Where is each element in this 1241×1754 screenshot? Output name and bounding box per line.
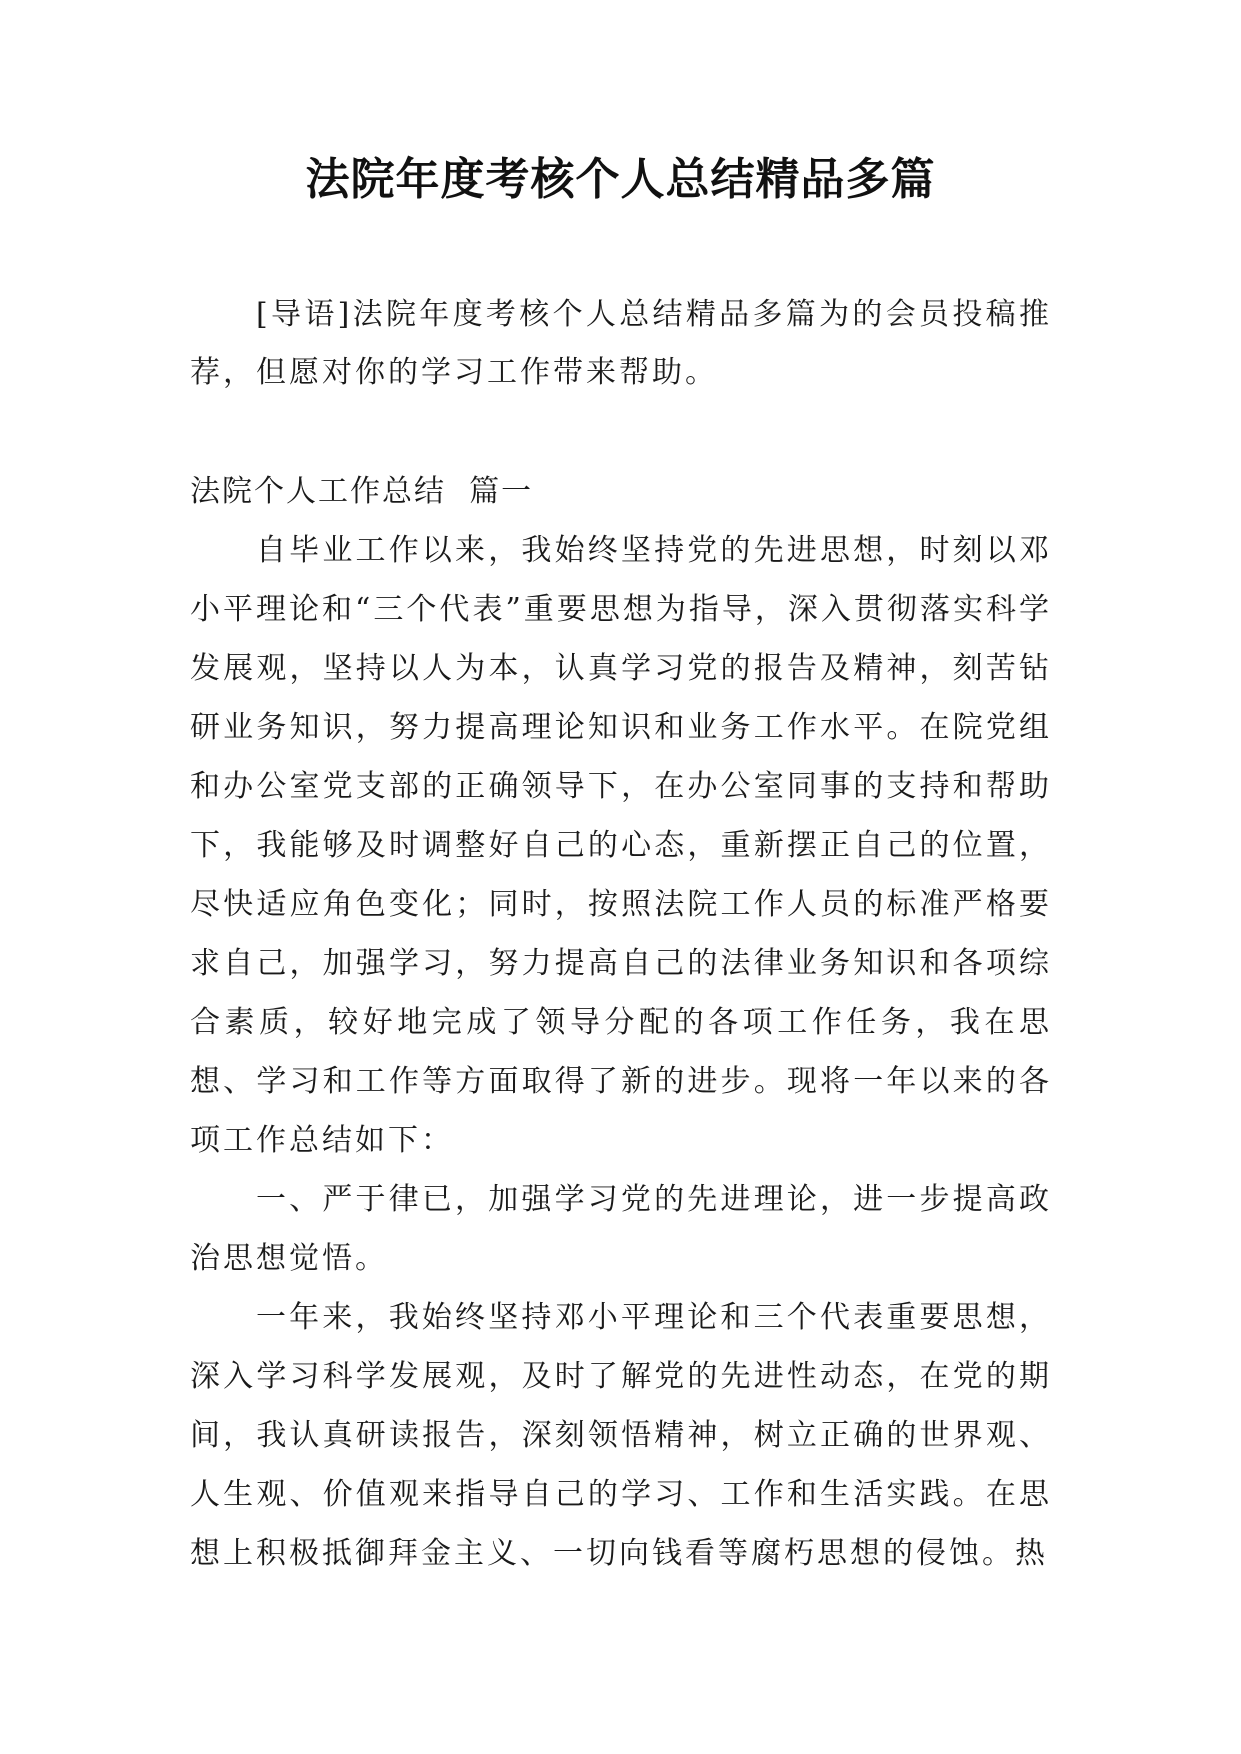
intro-paragraph: [导语]法院年度考核个人总结精品多篇为的会员投稿推荐，但愿对你的学习工作带来帮助。	[190, 297, 1052, 390]
document-content	[190, 521, 1052, 1583]
body-paragraph: 一年来，我始终坚持邓小平理论和三个代表重要思想，深入学习科学发展观，及时了解党的先进性动态，在党的期间，我认真研读报告，深刻领悟精神，树立正确的世界观、人生观、价值观来指导自己的学习、工作和生活实践。在思想上积极抵御拜金主义、一切向钱看等腐朽思想的侵蚀。热	[190, 1300, 1052, 1571]
section-heading: 法院个人工作总结 篇一	[190, 474, 534, 509]
body-paragraph: 自毕业工作以来，我始终坚持党的先进思想，时刻以邓小平理论和“三个代表”重要思想为指导，深入贯彻落实科学发展观，坚持以人为本，认真学习党的报告及精神，刻苦钻研业务知识，努力提高理论知识和业务工作水平。在院党组和办公室党支部的正确领导下，在办公室同事的支持和帮助下，我能够及时调整好自己的心态，重新摆正自己的位置，尽快适应角色变化；同时，按照法院工作人员的标准严格要求自己，加强学习，努力提高自己的法律业务知识和各项综合素质，较好地完成了领导分配的各项工作任务，我在思想、学习和工作等方面取得了新的进步。现将一年以来的各项工作总结如下：	[190, 533, 1052, 1158]
document-title: 法院年度考核个人总结精品多篇	[305, 154, 936, 205]
body-paragraph: 一、严于律已，加强学习党的先进理论，进一步提高政治思想觉悟。	[190, 1182, 1052, 1276]
